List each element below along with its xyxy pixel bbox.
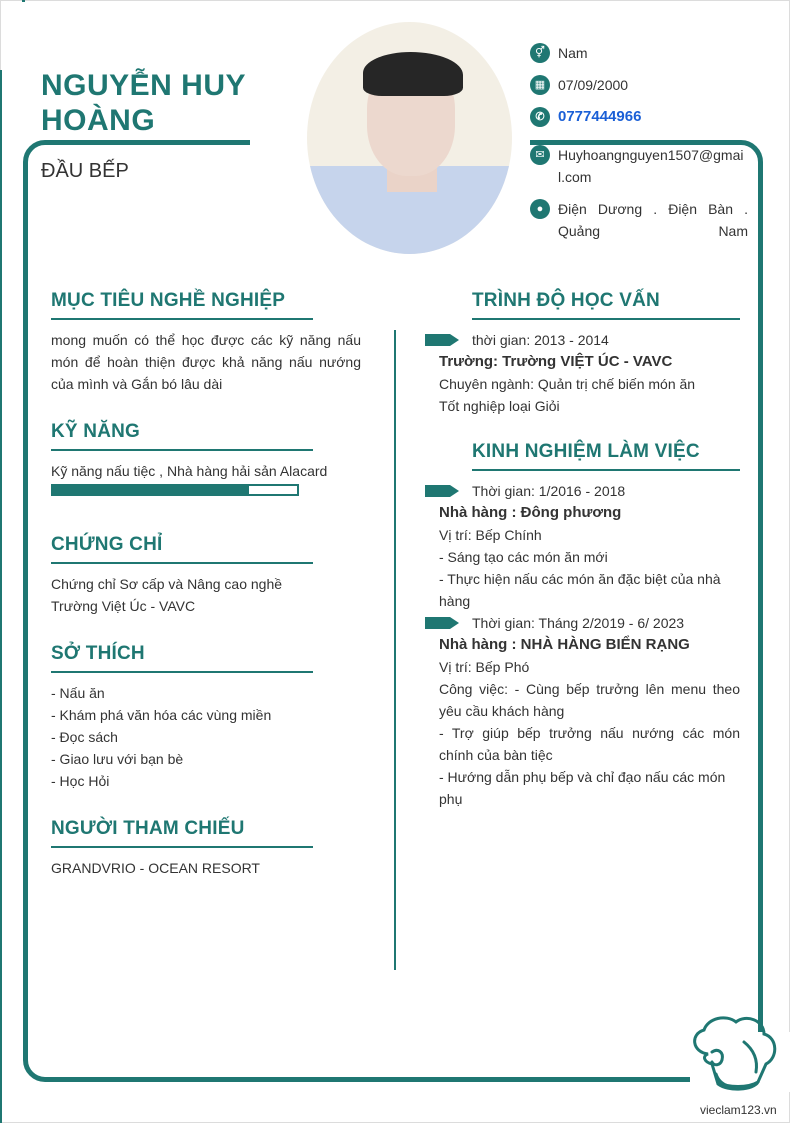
hobby-item: - Nấu ăn [51,685,105,701]
major: Chuyên ngành: Quản trị chế biến món ăn [439,376,696,392]
skill-bar-remaining [249,486,297,494]
certificate-line: Chứng chỉ Sơ cấp và Nâng cao nghề [51,576,283,592]
timeline-entry-header: thời gian: 2013 - 2014 [425,329,740,351]
certificate-line: Trường Việt Úc - VAVC [51,598,196,614]
calendar-icon: ▦ [530,75,550,95]
section-heading: SỞ THÍCH [51,643,313,673]
duty-line: - Hướng dẫn phụ bếp và chỉ đạo nấu các món phụ [439,769,726,807]
section-experience [425,441,740,810]
section-heading: TRÌNH ĐỘ HỌC VẤN [472,290,740,320]
timeline-arrow-icon [425,334,459,346]
phone-icon: ✆ [530,107,550,127]
left-column [51,290,361,905]
contact-birthday: ▦ 07/09/2000 [530,74,748,96]
timeline-entry-header: Thời gian: 1/2016 - 2018 [425,480,740,502]
skill-label: Kỹ năng nấu tiệc , Nhà hàng hải sản Alacard [51,463,328,479]
job-title: ĐẦU BẾP [41,160,129,182]
contact-email[interactable]: ✉ Huyhoangnguyen1507@gmail.com [530,144,748,188]
position: Vị trí: Bếp Phó [439,659,530,675]
graduation-result: Tốt nghiệp loại Giỏi [439,398,560,414]
section-certificates [51,534,313,617]
school-name: Trường: Trường VIỆT ÚC - VAVC [439,353,673,370]
hobby-item: - Học Hỏi [51,773,110,789]
email-icon: ✉ [530,145,550,165]
right-column [425,290,740,836]
education-details [439,351,740,417]
profile-photo [307,22,512,254]
objective-text: mong muốn có thể học được các kỹ năng nấu món để hoàn thiện được khả năng nấu nướng của mình và Gắn bó lâu dài [51,332,361,392]
duty-line: - Thực hiện nấu các món ăn đặc biệt của nhà hàng [439,571,721,609]
gender-icon: ⚥ [530,43,550,63]
section-references [51,818,313,879]
left-accent-strip [0,70,2,1123]
watermark: vieclam123.vn [700,1103,777,1117]
position: Vị trí: Bếp Chính [439,527,542,543]
candidate-name: NGUYỄN HUY HOÀNG [41,69,246,137]
duty-line: Công việc: - Cùng bếp trưởng lên menu theo yêu cầu khách hàng [439,681,740,719]
timeline-arrow-icon [425,485,459,497]
hobby-item: - Giao lưu với bạn bè [51,751,184,767]
contact-info [530,42,748,252]
section-heading: KINH NGHIỆM LÀM VIỆC [472,441,740,471]
timeline-arrow-icon [425,617,459,629]
section-heading: KỸ NĂNG [51,421,313,451]
skill-level-bar [51,484,299,496]
duty-line: - Sáng tạo các món ăn mới [439,549,608,565]
section-hobbies [51,643,313,792]
section-heading: NGƯỜI THAM CHIẾU [51,818,313,848]
contact-gender: ⚥ Nam [530,42,748,64]
hobby-item: - Khám phá văn hóa các vùng miền [51,707,272,723]
location-icon: ● [530,199,550,219]
experience-details [439,502,740,612]
company-name: Nhà hàng : NHÀ HÀNG BIỂN RẠNG [439,636,690,653]
contact-address: ● Điện Dương . Điện Bàn . Quảng Nam [530,198,748,242]
decorative-tick [22,0,25,2]
duty-line: - Trợ giúp bếp trưởng nấu nướng các món chính của bàn tiệc [439,725,740,763]
column-divider [394,330,396,970]
company-name: Nhà hàng : Đông phương [439,504,622,521]
section-education [425,290,740,417]
hobby-item: - Đọc sách [51,729,118,745]
section-heading: MỤC TIÊU NGHỀ NGHIỆP [51,290,313,320]
section-skills [51,421,328,496]
experience-details [439,634,740,810]
timeline-entry-header: Thời gian: Tháng 2/2019 - 6/ 2023 [425,612,740,634]
section-heading: CHỨNG CHỈ [51,534,313,564]
chef-hat-icon [688,1012,780,1102]
contact-phone[interactable]: ✆ 0777444966 [530,106,748,128]
section-objective [51,290,361,395]
reference-text: GRANDVRIO - OCEAN RESORT [51,860,260,876]
